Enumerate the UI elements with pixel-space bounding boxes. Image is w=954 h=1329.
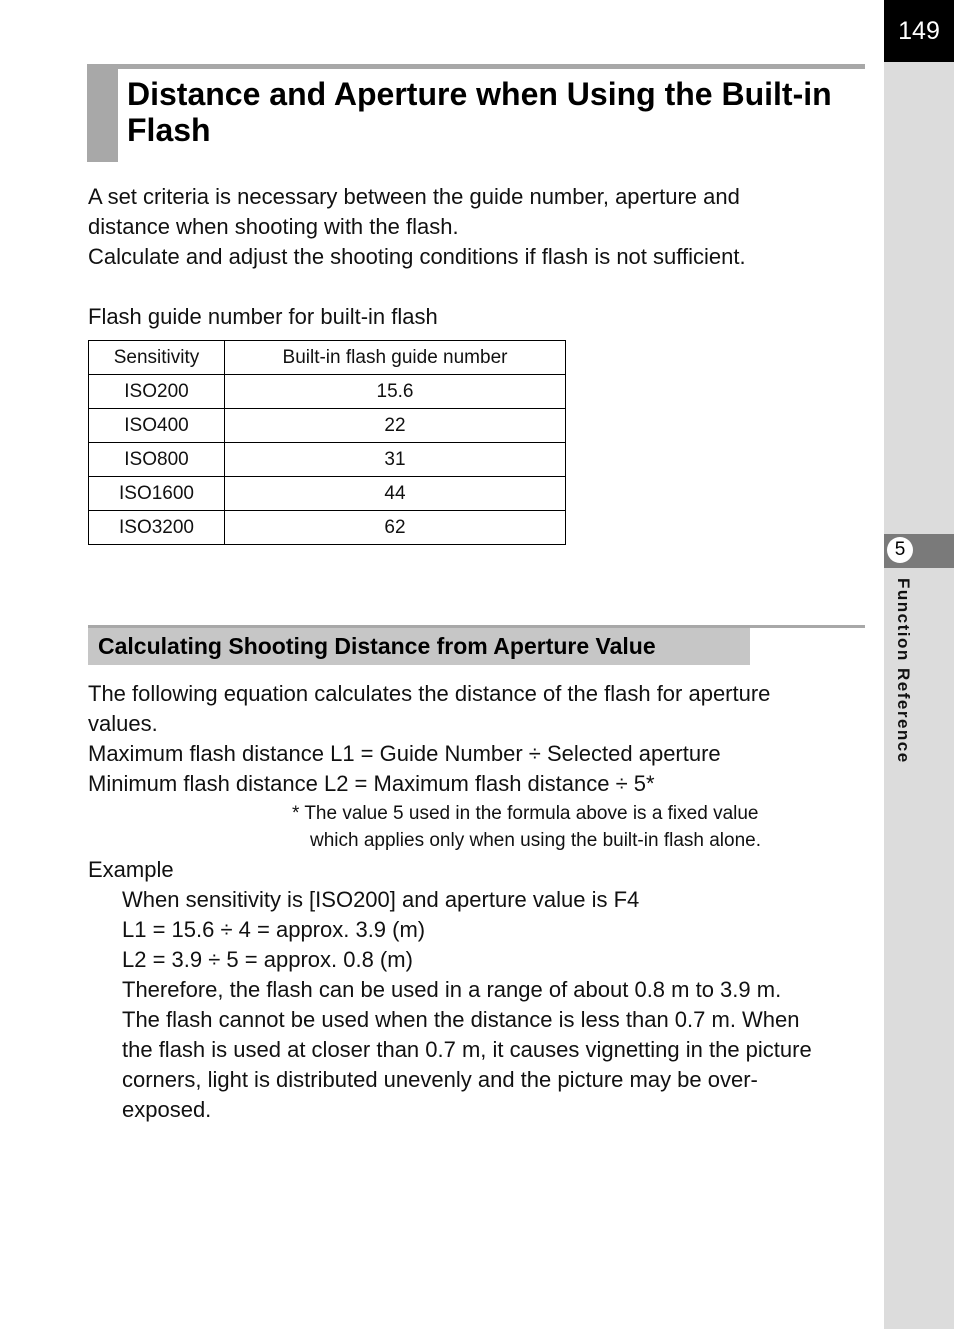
table-row (89, 443, 566, 477)
example-line: L1 = 15.6 ÷ 4 = approx. 3.9 (m) (122, 917, 426, 942)
example-line: The flash cannot be used when the distance is less than 0.7 m. When (122, 1007, 800, 1032)
section-heading-block (88, 625, 865, 667)
table-cell: ISO3200 (89, 511, 225, 545)
formula-l2: Minimum flash distance L2 = Maximum flash distance ÷ 5* (88, 771, 655, 796)
example-line: When sensitivity is [ISO200] and aperture value is F4 (122, 887, 640, 912)
table-cell: ISO200 (89, 375, 225, 409)
intro-line-3: Calculate and adjust the shooting conditions if flash is not sufficient. (88, 244, 746, 269)
footnote-line-1: * The value 5 used in the formula above is a fixed value (292, 803, 759, 824)
page-number: 149 (884, 0, 954, 62)
table-header-row (89, 341, 566, 375)
guide-number-table (88, 340, 566, 545)
section-line-2: values. (88, 711, 158, 736)
title-block (87, 64, 865, 162)
table-cell: 62 (225, 511, 566, 545)
footnote-line-2: which applies only when using the built-in flash alone. (310, 830, 761, 851)
formula-l1: Maximum flash distance L1 = Guide Number ÷ Selected aperture (88, 741, 721, 766)
example-line: exposed. (122, 1097, 212, 1122)
intro-line-2: distance when shooting with the flash. (88, 214, 459, 239)
table-row (89, 511, 566, 545)
table-cell: ISO400 (89, 409, 225, 443)
table-cell: 22 (225, 409, 566, 443)
example-line: the flash is used at closer than 0.7 m, it causes vignetting in the picture (122, 1037, 812, 1062)
table-cell: ISO1600 (89, 477, 225, 511)
section-line-1: The following equation calculates the distance of the flash for aperture (88, 681, 771, 706)
page-title: Distance and Aperture when Using the Built-in Flash (127, 76, 832, 148)
example-label: Example (88, 857, 174, 882)
title-rule (87, 64, 865, 69)
table-cell: 31 (225, 443, 566, 477)
example-line: L2 = 3.9 ÷ 5 = approx. 0.8 (m) (122, 947, 413, 972)
table-row (89, 477, 566, 511)
table-cell: ISO800 (89, 443, 225, 477)
table-header-sensitivity: Sensitivity (89, 341, 225, 375)
table-cell: 44 (225, 477, 566, 511)
example-line: Therefore, the flash can be used in a range of about 0.8 m to 3.9 m. (122, 977, 782, 1002)
table-header-guide-number: Built-in flash guide number (225, 341, 566, 375)
table-cell: 15.6 (225, 375, 566, 409)
table-row (89, 409, 566, 443)
title-bar (87, 64, 118, 162)
example-line: corners, light is distributed unevenly and the picture may be over- (122, 1067, 758, 1092)
table-row (89, 375, 566, 409)
intro-line-1: A set criteria is necessary between the guide number, aperture and (88, 184, 740, 209)
table-caption: Flash guide number for built-in flash (88, 304, 438, 329)
chapter-title: Function Reference (894, 578, 913, 764)
chapter-number: 5 (887, 537, 913, 563)
section-heading: Calculating Shooting Distance from Aperture Value (88, 628, 750, 665)
